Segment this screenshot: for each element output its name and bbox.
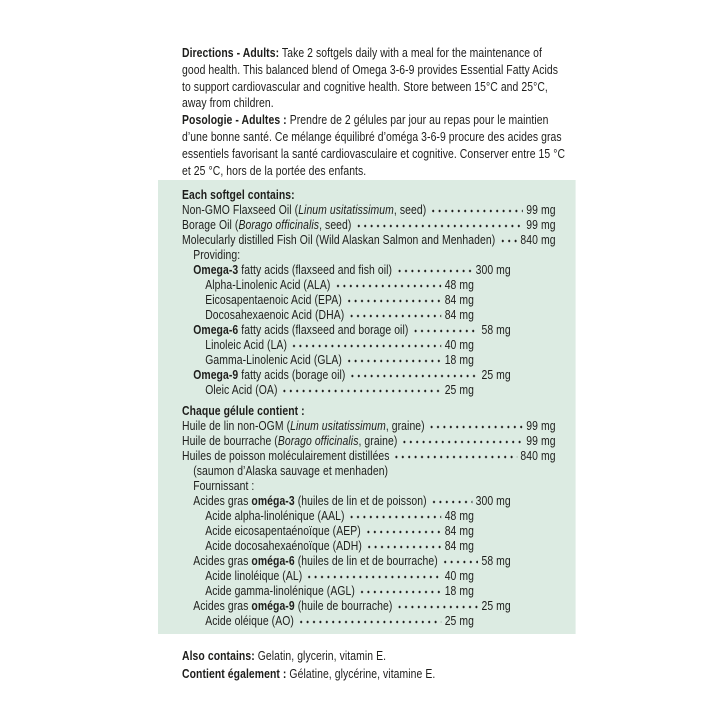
ingredient-row	[182, 292, 474, 307]
ingredient-row	[182, 262, 511, 277]
ingredient-name: Alpha-Linolenic Acid (ALA)	[205, 277, 331, 293]
ingredient-name: Omega-9 fatty acids (borage oil)	[193, 367, 346, 383]
ingredient-row	[182, 523, 474, 538]
ingredient-name: Eicosapentaenoic Acid (EPA)	[205, 292, 342, 308]
dot-leader	[430, 202, 523, 217]
ingredient-row	[182, 382, 474, 397]
dot-leader	[281, 382, 441, 397]
directions-block	[182, 45, 566, 179]
dot-leader	[412, 322, 478, 337]
ingredient-name: Acide eicosapentaénoïque (AEP)	[205, 523, 361, 539]
ingredient-name: Providing:	[193, 247, 241, 263]
ingredient-name: Non-GMO Flaxseed Oil (Linum usitatissimum, seed)	[182, 202, 427, 218]
ingredient-name: Each softgel contains:	[182, 187, 295, 203]
ingredient-name: Huile de lin non-OGM (Linum usitatissimum, graine)	[182, 418, 425, 434]
ingredient-amount: 99 mg	[526, 433, 556, 449]
ingredient-row	[182, 463, 511, 478]
ingredient-name: (saumon d’Alaska sauvage et menhaden)	[193, 463, 389, 479]
dot-leader	[348, 307, 441, 322]
ingredient-amount: 99 mg	[526, 202, 556, 218]
ingredient-row	[182, 433, 556, 448]
directions-en-text: Take 2 softgels daily with a meal for the maintenance of good health. This balanced blend of Omega 3-6-9 provides Essential Fatty Acids to support cardiovascular and cognitive health. Store between 15°C and 25°C, away from children.	[182, 45, 559, 111]
ingredient-amount: 840 mg	[520, 448, 556, 464]
dot-leader	[499, 232, 517, 247]
dot-leader	[394, 448, 518, 463]
dot-leader	[365, 523, 442, 538]
ingredient-row	[182, 322, 511, 337]
ingredient-name: Molecularly distilled Fish Oil (Wild Alaskan Salmon and Menhaden)	[182, 232, 496, 248]
dot-leader	[431, 493, 473, 508]
ingredient-row	[182, 352, 474, 367]
ingredient-amount: 40 mg	[444, 568, 474, 584]
ingredient-row	[182, 568, 474, 583]
dot-leader	[442, 553, 479, 568]
ingredient-row	[182, 403, 556, 418]
ingredient-amount: 840 mg	[520, 232, 556, 248]
ingredient-row	[182, 202, 556, 217]
ingredient-row	[182, 538, 474, 553]
ingredient-name: Fournissant :	[193, 478, 255, 494]
directions-en-label: Directions - Adults:	[182, 45, 280, 60]
dot-leader	[298, 613, 442, 628]
ingredient-name: Oleic Acid (OA)	[205, 382, 278, 398]
ingredient-amount: 84 mg	[444, 538, 474, 554]
ingredient-amount: 58 mg	[481, 553, 511, 569]
dot-leader	[346, 352, 442, 367]
ingredient-row	[182, 493, 511, 508]
also-contains-fr-line	[182, 665, 566, 683]
ingredient-row	[182, 307, 474, 322]
directions-en-paragraph	[182, 45, 566, 112]
also-contains-en-text: Gelatin, glycerin, vitamin E.	[254, 648, 387, 664]
ingredient-name: Acides gras oméga-9 (huile de bourrache)	[193, 598, 393, 614]
ingredient-row	[182, 508, 474, 523]
ingredient-name: Linoleic Acid (LA)	[205, 337, 287, 353]
supplement-facts-panel	[158, 180, 576, 634]
ingredient-name: Acides gras oméga-6 (huiles de lin et de bourrache)	[193, 553, 438, 569]
ingredient-row	[182, 247, 511, 262]
ingredient-amount: 99 mg	[526, 418, 556, 434]
ingredient-name: Acide gamma-linolénique (AGL)	[205, 583, 355, 599]
dot-leader	[355, 217, 523, 232]
dot-leader	[366, 538, 442, 553]
ingredient-row	[182, 337, 474, 352]
ingredient-row	[182, 448, 556, 463]
dot-leader	[349, 508, 442, 523]
ingredient-amount: 84 mg	[444, 523, 474, 539]
ingredient-name: Acides gras oméga-3 (huiles de lin et de poisson)	[193, 493, 427, 509]
directions-fr-label: Posologie - Adultes :	[182, 112, 287, 128]
ingredient-name: Chaque gélule contient :	[182, 403, 305, 419]
ingredient-row	[182, 187, 556, 202]
ingredient-amount: 40 mg	[444, 337, 474, 353]
dot-leader	[396, 262, 472, 277]
dot-leader	[401, 433, 523, 448]
ingredient-row	[182, 277, 474, 292]
ingredient-name: Borage Oil (Borago officinalis, seed)	[182, 217, 352, 233]
ingredient-name: Acide linoléique (AL)	[205, 568, 303, 584]
ingredient-row	[182, 478, 511, 493]
ingredient-amount: 48 mg	[444, 508, 474, 524]
directions-fr-text: Prendre de 2 gélules par jour au repas pour le maintien d’une bonne santé. Ce mélange équilibré d’oméga 3-6-9 procure des acides gras essentiels favorisant la santé cardiovasculaire et cognitive. Conserver entre 15 °C et 25 °C, hors de la portée des enfants.	[182, 112, 566, 178]
ingredient-amount: 300 mg	[475, 262, 511, 278]
ingredient-amount: 25 mg	[481, 367, 511, 383]
ingredient-name: Acide alpha-linolénique (AAL)	[205, 508, 345, 524]
also-contains-en-line	[182, 647, 566, 665]
ingredient-row	[182, 217, 556, 232]
dot-leader	[346, 292, 442, 307]
ingredient-name: Huile de bourrache (Borago officinalis, graine)	[182, 433, 398, 449]
also-contains-fr-text: Gélatine, glycérine, vitamine E.	[286, 665, 436, 681]
ingredient-row	[182, 613, 474, 628]
ingredient-amount: 25 mg	[481, 598, 511, 614]
label-content-column	[158, 45, 576, 682]
dot-leader	[306, 568, 441, 583]
ingredient-amount: 58 mg	[481, 322, 511, 338]
dot-leader	[334, 277, 441, 292]
also-contains-en-label: Also contains:	[182, 648, 255, 664]
ingredient-name: Gamma-Linolenic Acid (GLA)	[205, 352, 342, 368]
ingredients-en-section	[182, 187, 556, 397]
ingredient-row	[182, 553, 511, 568]
ingredients-fr-section	[182, 403, 556, 628]
dot-leader	[349, 367, 478, 382]
ingredient-amount: 18 mg	[444, 583, 474, 599]
ingredient-amount: 25 mg	[444, 382, 474, 398]
directions-fr-paragraph	[182, 112, 566, 179]
ingredient-row	[182, 232, 556, 247]
dot-leader	[291, 337, 441, 352]
ingredient-name: Omega-6 fatty acids (flaxseed and borage oil)	[193, 322, 409, 338]
ingredient-amount: 18 mg	[444, 352, 474, 368]
ingredient-name: Omega-3 fatty acids (flaxseed and fish oil)	[193, 262, 393, 278]
ingredient-amount: 25 mg	[444, 613, 474, 629]
dot-leader	[359, 583, 442, 598]
dot-leader	[396, 598, 478, 613]
ingredient-row	[182, 583, 474, 598]
ingredient-amount: 84 mg	[444, 292, 474, 308]
ingredient-name: Acide docosahexaénoïque (ADH)	[205, 538, 362, 554]
ingredient-row	[182, 598, 511, 613]
ingredient-name: Huiles de poisson moléculairement distillées	[182, 448, 390, 464]
ingredient-amount: 300 mg	[475, 493, 511, 509]
dot-leader	[429, 418, 523, 433]
also-contains-fr-label: Contient également :	[182, 665, 287, 681]
ingredient-amount: 48 mg	[444, 277, 474, 293]
also-contains-block	[182, 647, 566, 682]
ingredient-name: Acide oléique (AO)	[205, 613, 294, 629]
ingredient-row	[182, 418, 556, 433]
ingredient-amount: 99 mg	[526, 217, 556, 233]
ingredient-amount: 84 mg	[444, 307, 474, 323]
ingredient-name: Docosahexaenoic Acid (DHA)	[205, 307, 345, 323]
ingredient-row	[182, 367, 511, 382]
